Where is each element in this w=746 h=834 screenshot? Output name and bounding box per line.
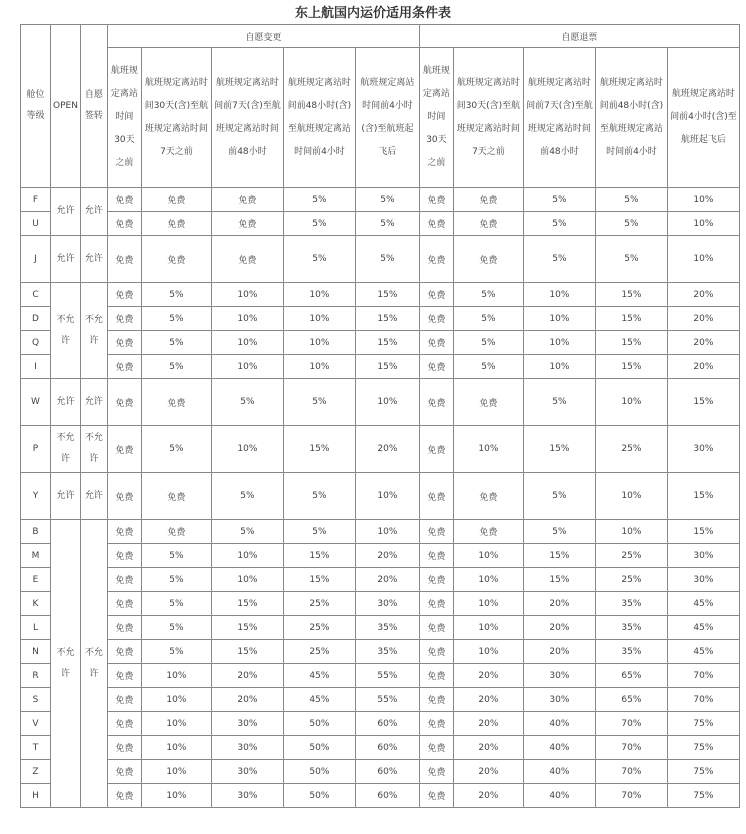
change-fee-cell: 10%: [355, 379, 419, 426]
change-fee-cell: 5%: [211, 520, 283, 544]
refund-fee-cell: 70%: [595, 736, 667, 760]
refund-fee-cell: 30%: [667, 568, 739, 592]
table-row: [21, 520, 740, 544]
refund-fee-cell: 5%: [453, 307, 523, 331]
change-fee-cell: 10%: [211, 355, 283, 379]
header-change-col: 航班规定离站时间前48小时(含)至航班规定离站时间前4小时: [283, 48, 355, 188]
change-fee-cell: 免费: [107, 760, 141, 784]
change-fee-cell: 10%: [141, 664, 211, 688]
table-row: [21, 688, 740, 712]
change-fee-cell: 5%: [355, 212, 419, 236]
header-endorse: 自愿签转: [80, 25, 107, 188]
change-fee-cell: 免费: [107, 640, 141, 664]
change-fee-cell: 5%: [141, 426, 211, 473]
change-fee-cell: 45%: [283, 688, 355, 712]
open-permission: 不允许: [51, 283, 81, 379]
refund-fee-cell: 免费: [419, 760, 453, 784]
change-fee-cell: 免费: [107, 736, 141, 760]
refund-fee-cell: 免费: [419, 520, 453, 544]
refund-fee-cell: 70%: [595, 712, 667, 736]
cabin-code: J: [21, 236, 51, 283]
change-fee-cell: 免费: [141, 520, 211, 544]
table-row: [21, 760, 740, 784]
change-fee-cell: 免费: [141, 188, 211, 212]
refund-fee-cell: 免费: [453, 379, 523, 426]
change-fee-cell: 5%: [141, 616, 211, 640]
refund-fee-cell: 75%: [667, 760, 739, 784]
cabin-code: L: [21, 616, 51, 640]
change-fee-cell: 5%: [283, 212, 355, 236]
change-fee-cell: 55%: [355, 664, 419, 688]
refund-fee-cell: 45%: [667, 640, 739, 664]
refund-fee-cell: 25%: [595, 426, 667, 473]
refund-fee-cell: 15%: [667, 379, 739, 426]
refund-fee-cell: 70%: [667, 664, 739, 688]
change-fee-cell: 5%: [141, 592, 211, 616]
change-fee-cell: 60%: [355, 760, 419, 784]
change-fee-cell: 免费: [107, 520, 141, 544]
cabin-code: M: [21, 544, 51, 568]
change-fee-cell: 10%: [141, 712, 211, 736]
refund-fee-cell: 免费: [453, 212, 523, 236]
table-row: [21, 283, 740, 307]
change-fee-cell: 免费: [107, 544, 141, 568]
change-fee-cell: 5%: [283, 520, 355, 544]
change-fee-cell: 50%: [283, 712, 355, 736]
change-fee-cell: 10%: [211, 283, 283, 307]
change-fee-cell: 20%: [355, 544, 419, 568]
refund-fee-cell: 5%: [595, 188, 667, 212]
change-fee-cell: 35%: [355, 616, 419, 640]
table-row: [21, 331, 740, 355]
refund-fee-cell: 20%: [667, 283, 739, 307]
refund-fee-cell: 30%: [667, 544, 739, 568]
change-fee-cell: 15%: [211, 640, 283, 664]
refund-fee-cell: 10%: [595, 473, 667, 520]
refund-fee-cell: 10%: [453, 426, 523, 473]
open-permission: 允许: [51, 236, 81, 283]
refund-fee-cell: 70%: [595, 760, 667, 784]
header-cabin: 舱位等级: [21, 25, 51, 188]
change-fee-cell: 免费: [107, 188, 141, 212]
change-fee-cell: 5%: [283, 473, 355, 520]
refund-fee-cell: 免费: [419, 355, 453, 379]
change-fee-cell: 免费: [107, 426, 141, 473]
refund-fee-cell: 免费: [419, 640, 453, 664]
change-fee-cell: 10%: [211, 307, 283, 331]
refund-fee-cell: 免费: [419, 784, 453, 808]
change-fee-cell: 30%: [211, 736, 283, 760]
refund-fee-cell: 5%: [523, 520, 595, 544]
refund-fee-cell: 20%: [453, 664, 523, 688]
change-fee-cell: 60%: [355, 736, 419, 760]
refund-fee-cell: 5%: [595, 236, 667, 283]
refund-fee-cell: 5%: [595, 212, 667, 236]
change-fee-cell: 10%: [355, 520, 419, 544]
change-fee-cell: 20%: [211, 664, 283, 688]
change-fee-cell: 免费: [107, 212, 141, 236]
change-fee-cell: 55%: [355, 688, 419, 712]
change-fee-cell: 免费: [107, 331, 141, 355]
refund-fee-cell: 免费: [419, 283, 453, 307]
header-open: OPEN: [51, 25, 81, 188]
refund-fee-cell: 免费: [453, 520, 523, 544]
change-fee-cell: 15%: [355, 355, 419, 379]
header-change-col: 航班规定离站时间前7天(含)至航班规定离站时间前48小时: [211, 48, 283, 188]
change-fee-cell: 15%: [283, 568, 355, 592]
cabin-code: Y: [21, 473, 51, 520]
refund-fee-cell: 40%: [523, 712, 595, 736]
table-row: [21, 355, 740, 379]
change-fee-cell: 5%: [141, 307, 211, 331]
refund-fee-cell: 65%: [595, 664, 667, 688]
fare-conditions-table: [20, 24, 740, 808]
endorse-permission: 不允许: [80, 283, 107, 379]
change-fee-cell: 10%: [211, 544, 283, 568]
refund-fee-cell: 35%: [595, 592, 667, 616]
refund-fee-cell: 5%: [453, 331, 523, 355]
refund-fee-cell: 免费: [453, 188, 523, 212]
table-row: [21, 188, 740, 212]
change-fee-cell: 免费: [107, 664, 141, 688]
refund-fee-cell: 免费: [419, 236, 453, 283]
change-fee-cell: 30%: [355, 592, 419, 616]
table-row: [21, 544, 740, 568]
refund-fee-cell: 15%: [523, 568, 595, 592]
table-row: [21, 616, 740, 640]
refund-fee-cell: 免费: [419, 712, 453, 736]
change-fee-cell: 20%: [355, 426, 419, 473]
change-fee-cell: 免费: [107, 355, 141, 379]
refund-fee-cell: 10%: [667, 212, 739, 236]
table-row: [21, 307, 740, 331]
change-fee-cell: 5%: [141, 544, 211, 568]
change-fee-cell: 10%: [283, 307, 355, 331]
change-fee-cell: 15%: [283, 544, 355, 568]
change-fee-cell: 5%: [283, 379, 355, 426]
change-fee-cell: 免费: [107, 283, 141, 307]
table-row: [21, 379, 740, 426]
refund-fee-cell: 10%: [453, 544, 523, 568]
header-row-columns: [21, 48, 740, 188]
cabin-code: R: [21, 664, 51, 688]
change-fee-cell: 10%: [211, 426, 283, 473]
refund-fee-cell: 10%: [453, 568, 523, 592]
refund-fee-cell: 15%: [523, 426, 595, 473]
refund-fee-cell: 25%: [595, 568, 667, 592]
change-fee-cell: 10%: [141, 760, 211, 784]
refund-fee-cell: 15%: [667, 473, 739, 520]
change-fee-cell: 50%: [283, 784, 355, 808]
cabin-code: E: [21, 568, 51, 592]
change-fee-cell: 15%: [355, 283, 419, 307]
refund-fee-cell: 15%: [595, 355, 667, 379]
endorse-permission: 不允许: [80, 520, 107, 808]
change-fee-cell: 5%: [211, 473, 283, 520]
refund-fee-cell: 15%: [595, 283, 667, 307]
cabin-code: V: [21, 712, 51, 736]
refund-fee-cell: 5%: [523, 212, 595, 236]
refund-fee-cell: 5%: [453, 355, 523, 379]
change-fee-cell: 免费: [107, 568, 141, 592]
change-fee-cell: 免费: [141, 236, 211, 283]
cabin-code: K: [21, 592, 51, 616]
header-voluntary-change: 自愿变更: [107, 25, 419, 48]
open-permission: 允许: [51, 188, 81, 236]
change-fee-cell: 5%: [355, 188, 419, 212]
header-row-group: [21, 25, 740, 48]
table-row: [21, 473, 740, 520]
open-permission: 不允许: [51, 426, 81, 473]
change-fee-cell: 免费: [211, 236, 283, 283]
table-row: [21, 736, 740, 760]
refund-fee-cell: 15%: [595, 307, 667, 331]
change-fee-cell: 免费: [107, 616, 141, 640]
open-permission: 允许: [51, 379, 81, 426]
open-permission: 允许: [51, 473, 81, 520]
change-fee-cell: 10%: [211, 568, 283, 592]
refund-fee-cell: 免费: [419, 379, 453, 426]
change-fee-cell: 50%: [283, 760, 355, 784]
change-fee-cell: 5%: [141, 568, 211, 592]
change-fee-cell: 10%: [141, 784, 211, 808]
change-fee-cell: 5%: [141, 355, 211, 379]
change-fee-cell: 15%: [355, 307, 419, 331]
refund-fee-cell: 免费: [419, 736, 453, 760]
cabin-code: T: [21, 736, 51, 760]
change-fee-cell: 5%: [141, 331, 211, 355]
open-permission: 不允许: [51, 520, 81, 808]
table-row: [21, 426, 740, 473]
table-row: [21, 212, 740, 236]
table-row: [21, 568, 740, 592]
refund-fee-cell: 免费: [419, 592, 453, 616]
change-fee-cell: 免费: [141, 379, 211, 426]
refund-fee-cell: 免费: [419, 212, 453, 236]
header-change-col: 航班规定离站时间30天(含)至航班规定离站时间7天之前: [141, 48, 211, 188]
change-fee-cell: 20%: [355, 568, 419, 592]
refund-fee-cell: 20%: [453, 784, 523, 808]
refund-fee-cell: 15%: [523, 544, 595, 568]
change-fee-cell: 30%: [211, 784, 283, 808]
change-fee-cell: 60%: [355, 784, 419, 808]
refund-fee-cell: 免费: [453, 236, 523, 283]
change-fee-cell: 免费: [211, 212, 283, 236]
change-fee-cell: 15%: [355, 331, 419, 355]
cabin-code: C: [21, 283, 51, 307]
header-change-col: 航班规定离站时间前4小时(含)至航班起飞后: [355, 48, 419, 188]
table-row: [21, 236, 740, 283]
change-fee-cell: 60%: [355, 712, 419, 736]
refund-fee-cell: 45%: [667, 592, 739, 616]
header-refund-col: 航班规定离站时间30天之前: [419, 48, 453, 188]
refund-fee-cell: 10%: [523, 355, 595, 379]
refund-fee-cell: 75%: [667, 736, 739, 760]
refund-fee-cell: 5%: [523, 379, 595, 426]
refund-fee-cell: 免费: [453, 473, 523, 520]
refund-fee-cell: 免费: [419, 307, 453, 331]
change-fee-cell: 5%: [283, 188, 355, 212]
change-fee-cell: 免费: [107, 592, 141, 616]
change-fee-cell: 15%: [211, 592, 283, 616]
refund-fee-cell: 5%: [523, 473, 595, 520]
refund-fee-cell: 10%: [523, 283, 595, 307]
refund-fee-cell: 10%: [523, 331, 595, 355]
cabin-code: W: [21, 379, 51, 426]
refund-fee-cell: 5%: [523, 188, 595, 212]
header-refund-col: 航班规定离站时间前48小时(含)至航班规定离站时间前4小时: [595, 48, 667, 188]
table-row: [21, 664, 740, 688]
change-fee-cell: 30%: [211, 712, 283, 736]
refund-fee-cell: 70%: [595, 784, 667, 808]
cabin-code: Q: [21, 331, 51, 355]
refund-fee-cell: 10%: [523, 307, 595, 331]
refund-fee-cell: 免费: [419, 568, 453, 592]
header-refund-col: 航班规定离站时间前7天(含)至航班规定离站时间前48小时: [523, 48, 595, 188]
refund-fee-cell: 75%: [667, 784, 739, 808]
refund-fee-cell: 40%: [523, 784, 595, 808]
fare-table-body: [21, 188, 740, 808]
refund-fee-cell: 10%: [453, 616, 523, 640]
refund-fee-cell: 免费: [419, 664, 453, 688]
change-fee-cell: 免费: [141, 473, 211, 520]
change-fee-cell: 5%: [141, 283, 211, 307]
refund-fee-cell: 20%: [453, 760, 523, 784]
refund-fee-cell: 5%: [453, 283, 523, 307]
table-title: 东上航国内运价适用条件表: [294, 6, 451, 21]
refund-fee-cell: 20%: [667, 355, 739, 379]
refund-fee-cell: 免费: [419, 188, 453, 212]
change-fee-cell: 15%: [283, 426, 355, 473]
cabin-code: Z: [21, 760, 51, 784]
refund-fee-cell: 15%: [595, 331, 667, 355]
refund-fee-cell: 15%: [667, 520, 739, 544]
refund-fee-cell: 5%: [523, 236, 595, 283]
refund-fee-cell: 40%: [523, 736, 595, 760]
refund-fee-cell: 25%: [595, 544, 667, 568]
change-fee-cell: 5%: [141, 640, 211, 664]
change-fee-cell: 免费: [107, 784, 141, 808]
change-fee-cell: 20%: [211, 688, 283, 712]
refund-fee-cell: 免费: [419, 426, 453, 473]
refund-fee-cell: 10%: [667, 188, 739, 212]
change-fee-cell: 免费: [107, 236, 141, 283]
change-fee-cell: 免费: [107, 307, 141, 331]
refund-fee-cell: 20%: [453, 712, 523, 736]
change-fee-cell: 免费: [107, 688, 141, 712]
cabin-code: N: [21, 640, 51, 664]
table-row: [21, 592, 740, 616]
table-row: [21, 640, 740, 664]
table-row: [21, 784, 740, 808]
refund-fee-cell: 20%: [523, 592, 595, 616]
endorse-permission: 允许: [80, 379, 107, 426]
header-voluntary-refund: 自愿退票: [419, 25, 739, 48]
change-fee-cell: 25%: [283, 640, 355, 664]
change-fee-cell: 30%: [211, 760, 283, 784]
refund-fee-cell: 20%: [453, 736, 523, 760]
endorse-permission: 允许: [80, 473, 107, 520]
change-fee-cell: 5%: [283, 236, 355, 283]
refund-fee-cell: 10%: [595, 520, 667, 544]
refund-fee-cell: 免费: [419, 473, 453, 520]
cabin-code: I: [21, 355, 51, 379]
change-fee-cell: 25%: [283, 616, 355, 640]
table-row: [21, 712, 740, 736]
refund-fee-cell: 10%: [667, 236, 739, 283]
refund-fee-cell: 20%: [667, 307, 739, 331]
change-fee-cell: 45%: [283, 664, 355, 688]
refund-fee-cell: 10%: [595, 379, 667, 426]
header-refund-col: 航班规定离站时间前4小时(含)至航班起飞后: [667, 48, 739, 188]
change-fee-cell: 免费: [107, 379, 141, 426]
change-fee-cell: 10%: [355, 473, 419, 520]
refund-fee-cell: 20%: [523, 616, 595, 640]
change-fee-cell: 10%: [283, 283, 355, 307]
refund-fee-cell: 免费: [419, 616, 453, 640]
change-fee-cell: 免费: [141, 212, 211, 236]
refund-fee-cell: 30%: [523, 664, 595, 688]
endorse-permission: 不允许: [80, 426, 107, 473]
header-refund-col: 航班规定离站时间30天(含)至航班规定离站时间7天之前: [453, 48, 523, 188]
change-fee-cell: 免费: [107, 473, 141, 520]
change-fee-cell: 免费: [211, 188, 283, 212]
change-fee-cell: 10%: [283, 331, 355, 355]
refund-fee-cell: 20%: [667, 331, 739, 355]
cabin-code: F: [21, 188, 51, 212]
refund-fee-cell: 65%: [595, 688, 667, 712]
change-fee-cell: 25%: [283, 592, 355, 616]
refund-fee-cell: 40%: [523, 760, 595, 784]
change-fee-cell: 10%: [141, 736, 211, 760]
change-fee-cell: 10%: [141, 688, 211, 712]
refund-fee-cell: 免费: [419, 331, 453, 355]
refund-fee-cell: 20%: [453, 688, 523, 712]
cabin-code: S: [21, 688, 51, 712]
cabin-code: P: [21, 426, 51, 473]
refund-fee-cell: 70%: [667, 688, 739, 712]
refund-fee-cell: 30%: [667, 426, 739, 473]
refund-fee-cell: 20%: [523, 640, 595, 664]
cabin-code: B: [21, 520, 51, 544]
endorse-permission: 允许: [80, 236, 107, 283]
change-fee-cell: 10%: [211, 331, 283, 355]
cabin-code: D: [21, 307, 51, 331]
header-change-col: 航班规定离站时间30天之前: [107, 48, 141, 188]
change-fee-cell: 5%: [355, 236, 419, 283]
endorse-permission: 允许: [80, 188, 107, 236]
change-fee-cell: 10%: [283, 355, 355, 379]
refund-fee-cell: 免费: [419, 688, 453, 712]
cabin-code: U: [21, 212, 51, 236]
refund-fee-cell: 10%: [453, 592, 523, 616]
change-fee-cell: 免费: [107, 712, 141, 736]
refund-fee-cell: 75%: [667, 712, 739, 736]
change-fee-cell: 50%: [283, 736, 355, 760]
refund-fee-cell: 免费: [419, 544, 453, 568]
refund-fee-cell: 35%: [595, 640, 667, 664]
change-fee-cell: 35%: [355, 640, 419, 664]
refund-fee-cell: 35%: [595, 616, 667, 640]
change-fee-cell: 5%: [211, 379, 283, 426]
cabin-code: H: [21, 784, 51, 808]
refund-fee-cell: 10%: [453, 640, 523, 664]
change-fee-cell: 15%: [211, 616, 283, 640]
refund-fee-cell: 45%: [667, 616, 739, 640]
refund-fee-cell: 30%: [523, 688, 595, 712]
